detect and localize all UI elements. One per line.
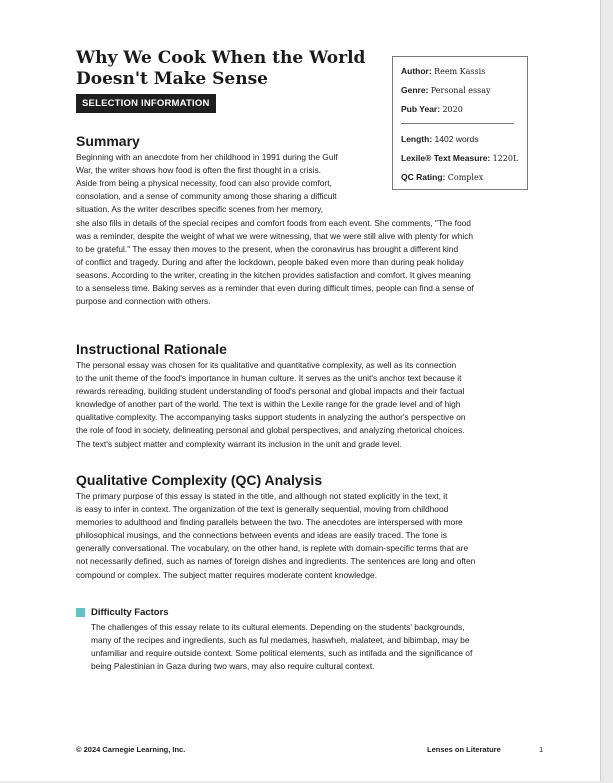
footer-series: Lenses on Literature xyxy=(427,745,501,754)
summary-line: situation. As the writer describes specific scenes from her memory, xyxy=(76,204,323,215)
rationale-line: the role of food in society, delineating personal and global perspectives, and analyzing rhetorical choices. xyxy=(76,425,465,436)
rationale-line: qualitative complexity. The accompanying tasks support students in analyzing the author's perspective on xyxy=(76,412,466,423)
info-length-value: 1402 words xyxy=(434,134,479,144)
summary-line: Beginning with an anecdote from her childhood in 1991 during the Gulf xyxy=(76,152,338,162)
info-pub-year-value: 2020 xyxy=(442,105,463,114)
info-qc-rating-key: QC Rating: xyxy=(401,172,446,182)
qc-line: not necessarily defined, such as names of foreign dishes and ingredients. The sentences are long and often xyxy=(76,556,476,567)
info-divider xyxy=(401,123,514,124)
info-genre xyxy=(401,85,527,96)
info-author xyxy=(401,66,527,77)
qc-heading: Qualitative Complexity (QC) Analysis xyxy=(76,472,323,488)
info-lexile-value: 1220L xyxy=(492,154,519,163)
qc-line: is easy to infer in context. The organization of the text is generally sequential, moving from childhood xyxy=(76,504,449,515)
rationale-line: knowledge of another part of the world. The text is within the Lexile range for the grade level and of high xyxy=(76,399,461,410)
summary-line: to a senseless time. Baking serves as a reminder that even during difficult times, people can find a sense of xyxy=(76,282,474,293)
summary-heading: Summary xyxy=(76,133,140,149)
summary-line: to be grateful." The essay then moves to the present, when the coronavirus has brought a different kind xyxy=(76,243,459,254)
difficulty-line: many of the recipes and ingredients, such as ful medames, haswheh, malateet, and bibimbap, may be xyxy=(91,635,470,646)
difficulty-line: unfamiliar and require outside context. Some political elements, such as intifada and the significance of xyxy=(91,648,473,659)
rationale-heading: Instructional Rationale xyxy=(76,341,227,357)
info-genre-value: Personal essay xyxy=(430,86,491,95)
summary-text-wide xyxy=(76,217,556,309)
info-length xyxy=(401,134,527,145)
info-pub-year xyxy=(401,104,527,115)
rationale-line: rewards rereading, building student understanding of food's personal and global impacts and their factual xyxy=(76,386,465,397)
info-genre-key: Genre: xyxy=(401,85,429,95)
selection-info-box xyxy=(392,56,528,190)
info-length-key: Length: xyxy=(401,134,433,144)
qc-line: compound or complex. The subject matter requires moderate content knowledge. xyxy=(76,569,378,580)
difficulty-line: The challenges of this essay relate to its cultural elements. Depending on the students' backgrounds, xyxy=(91,622,465,632)
summary-text-narrow xyxy=(76,151,386,216)
footer-page-number: 1 xyxy=(539,745,544,754)
rationale-text xyxy=(76,359,556,451)
qc-line: The primary purpose of this essay is stated in the title, and although not stated explicitly in the text, it xyxy=(76,491,448,501)
summary-line: consolation, and a sense of community among those sharing a difficult xyxy=(76,191,337,202)
difficulty-heading-label: Difficulty Factors xyxy=(91,607,169,618)
qc-line: memories to adulthood and finding parallels between the two. The anecdotes are interspersed with more xyxy=(76,517,463,528)
qc-line: philosophical musings, and the connections between events and ideas are easily traced. The tone is xyxy=(76,530,447,541)
selection-information-label: SELECTION INFORMATION xyxy=(76,94,216,113)
summary-line: she also fills in details of the special recipes and comfort foods from each event. She comments, "The food xyxy=(76,217,471,228)
summary-line: of conflict and tragedy. During and after the lockdown, people baked even more than during peak holiday xyxy=(76,256,464,267)
info-lexile xyxy=(401,153,527,164)
summary-line: Aside from being a physical necessity, food can also provide comfort, xyxy=(76,178,332,189)
summary-line: purpose and connection with others. xyxy=(76,296,211,307)
difficulty-square-icon xyxy=(76,608,85,617)
info-author-value: Reem Kassis xyxy=(434,67,486,76)
difficulty-heading xyxy=(76,606,169,619)
rationale-line: to the unit theme of the food's importance in human culture. It serves as the unit's anchor text because it xyxy=(76,373,462,384)
rationale-line: The personal essay was chosen for its qualitative and quantitative complexity, as well as its connection xyxy=(76,360,457,370)
summary-line: was a reminder, despite the weight of what we were witnessing, that we were still alive with plenty for which xyxy=(76,230,474,241)
document-title: Why We Cook When the World Doesn't Make Sense xyxy=(76,48,366,89)
footer-copyright: © 2024 Carnegie Learning, Inc. xyxy=(76,745,186,754)
difficulty-text xyxy=(91,621,561,673)
rationale-line: The text's subject matter and complexity warrant its inclusion in the unit and grade level. xyxy=(76,438,402,449)
info-pub-year-key: Pub Year: xyxy=(401,104,441,114)
qc-text xyxy=(76,490,556,582)
info-author-key: Author: xyxy=(401,66,432,76)
summary-line: seasons. According to the writer, creating in the kitchen provides satisfaction and comfort. It gives meaning xyxy=(76,269,471,280)
info-lexile-key: Lexile® Text Measure: xyxy=(401,153,491,163)
difficulty-line: being Palestinian in Gaza during two wars, may also require cultural context. xyxy=(91,661,375,672)
info-qc-rating-value: Complex xyxy=(447,173,484,182)
info-qc-rating xyxy=(401,172,527,183)
summary-line: War, the writer shows how food is often the first thought in a crisis. xyxy=(76,165,321,176)
qc-line: generally conversational. The vocabulary, on the other hand, is replete with domain-specific terms that are xyxy=(76,543,469,554)
